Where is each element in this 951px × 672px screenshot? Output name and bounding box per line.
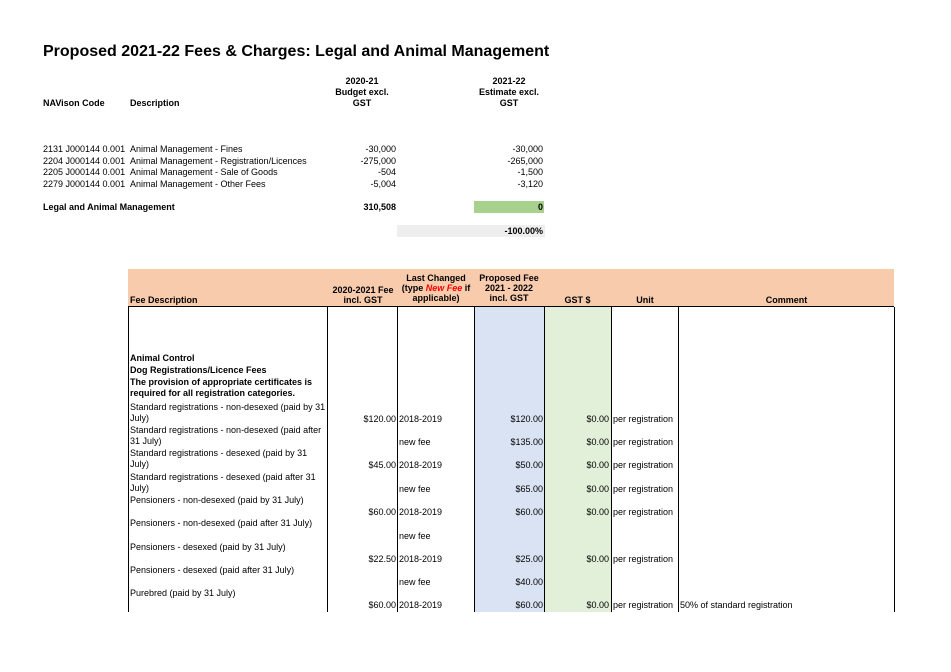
last-changed: 2018-2019 bbox=[399, 600, 443, 610]
header-line: 2021-22 bbox=[492, 76, 526, 86]
last-changed: 2018-2019 bbox=[399, 554, 443, 564]
header-line: GST bbox=[499, 98, 519, 108]
fee-2020-2021: $60.00 bbox=[368, 507, 396, 517]
summary-estimate: -3,120 bbox=[517, 179, 543, 189]
unit-value: per registration bbox=[613, 484, 674, 494]
fee-description: Pensioners - non-desexed (paid by 31 July) bbox=[130, 495, 304, 505]
estimate-2021-22-header bbox=[470, 76, 548, 109]
gst-value: $0.00 bbox=[586, 460, 609, 470]
header-line: GST bbox=[352, 98, 372, 108]
proposed-fee: $25.00 bbox=[515, 554, 543, 564]
fee-description: Purebred (paid by 31 July) bbox=[130, 588, 236, 598]
last-changed: new fee bbox=[399, 437, 431, 447]
gst-header: GST $ bbox=[564, 295, 591, 305]
fee-description: Standard registrations - non-desexed (paid by 31 July) bbox=[130, 402, 326, 423]
summary-code: 2279 J000144 0.001 bbox=[43, 179, 126, 189]
proposed-fee: $135.00 bbox=[510, 437, 543, 447]
gst-value: $0.00 bbox=[586, 554, 609, 564]
summary-code: 2204 J000144 0.001 bbox=[43, 156, 126, 166]
summary-desc: Animal Management - Other Fees bbox=[130, 179, 266, 189]
page-title: Proposed 2021-22 Fees & Charges: Legal and Animal Management bbox=[43, 43, 550, 60]
summary-estimate: -30,000 bbox=[512, 144, 543, 154]
header-text: (type bbox=[401, 283, 426, 293]
header-line: Last Changed bbox=[406, 273, 466, 283]
total-label: Legal and Animal Management bbox=[43, 202, 175, 212]
column-divider bbox=[397, 307, 398, 612]
summary-budget: -504 bbox=[377, 167, 396, 177]
summary-code: 2131 J000144 0.001 bbox=[43, 144, 126, 154]
fee-2020-2021: $120.00 bbox=[363, 414, 396, 424]
proposed-fee: $60.00 bbox=[515, 600, 543, 610]
gst-value: $0.00 bbox=[586, 437, 609, 447]
header-line: applicable) bbox=[412, 293, 460, 303]
last-changed: 2018-2019 bbox=[399, 414, 443, 424]
proposed-fee: $60.00 bbox=[515, 507, 543, 517]
summary-estimate: -265,000 bbox=[507, 156, 543, 166]
proposed-fee: $40.00 bbox=[515, 577, 543, 587]
summary-budget: -5,004 bbox=[370, 179, 396, 189]
fee-description: Pensioners - desexed (paid by 31 July) bbox=[130, 542, 286, 552]
section-heading: Animal Control bbox=[130, 353, 195, 363]
summary-desc: Animal Management - Sale of Goods bbox=[130, 167, 278, 177]
gst-value: $0.00 bbox=[586, 414, 609, 424]
fee-description: Standard registrations - desexed (paid by 31 July) bbox=[130, 448, 308, 469]
last-changed: new fee bbox=[399, 577, 431, 587]
summary-desc: Animal Management - Fines bbox=[130, 144, 243, 154]
proposed-fee: $65.00 bbox=[515, 484, 543, 494]
header-line: Proposed Fee bbox=[479, 273, 539, 283]
section-subheading: Dog Registrations/Licence Fees bbox=[130, 365, 267, 375]
fee-description: Pensioners - desexed (paid after 31 July) bbox=[130, 565, 295, 575]
gst-value: $0.00 bbox=[586, 507, 609, 517]
fee-description: Pensioners - non-desexed (paid after 31 July) bbox=[130, 518, 313, 528]
unit-value: per registration bbox=[613, 600, 674, 610]
header-text: if bbox=[462, 283, 471, 293]
total-budget: 310,508 bbox=[363, 202, 396, 212]
column-divider bbox=[611, 307, 612, 612]
budget-2020-21-header bbox=[326, 76, 398, 109]
fee-2020-2021: $22.50 bbox=[368, 554, 396, 564]
fee-description: Standard registrations - non-desexed (paid after 31 July) bbox=[130, 425, 322, 446]
unit-value: per registration bbox=[613, 554, 674, 564]
summary-code: 2205 J000144 0.001 bbox=[43, 167, 126, 177]
fee-2020-2021: $45.00 bbox=[368, 460, 396, 470]
unit-value: per registration bbox=[613, 507, 674, 517]
unit-value: per registration bbox=[613, 437, 674, 447]
fee-description-header: Fee Description bbox=[130, 295, 198, 305]
header-line bbox=[398, 283, 474, 293]
fee-2020-2021: $60.00 bbox=[368, 600, 396, 610]
header-line: 2021 - 2022 bbox=[484, 283, 534, 293]
new-fee-text: New Fee bbox=[425, 283, 463, 293]
gst-value: $0.00 bbox=[586, 484, 609, 494]
gst-value: $0.00 bbox=[586, 600, 609, 610]
proposed-fee: $50.00 bbox=[515, 460, 543, 470]
column-divider bbox=[128, 307, 129, 612]
unit-header: Unit bbox=[636, 295, 654, 305]
header-line: Budget excl. bbox=[335, 87, 389, 97]
proposed-fee: $120.00 bbox=[510, 414, 543, 424]
header-line: incl. GST bbox=[489, 293, 529, 303]
description-header: Description bbox=[130, 98, 180, 108]
comment-value: 50% of standard registration bbox=[680, 600, 793, 610]
navison-code-header: NAVison Code bbox=[43, 98, 105, 108]
header-line: incl. GST bbox=[343, 295, 383, 305]
unit-value: per registration bbox=[613, 460, 674, 470]
header-line: 2020-21 bbox=[345, 76, 379, 86]
summary-budget: -275,000 bbox=[360, 156, 396, 166]
total-estimate: 0 bbox=[537, 202, 543, 212]
percent-change: -100.00% bbox=[504, 226, 543, 236]
summary-estimate: -1,500 bbox=[517, 167, 543, 177]
last-changed-header bbox=[398, 273, 474, 303]
section-note: The provision of appropriate certificates is required for all registration categories. bbox=[130, 377, 313, 398]
column-divider bbox=[894, 307, 895, 612]
header-line: Estimate excl. bbox=[478, 87, 540, 97]
fee-description: Standard registrations - desexed (paid after 31 July) bbox=[130, 472, 316, 493]
fee-2020-2021-header bbox=[328, 285, 398, 305]
proposed-fee-header bbox=[474, 273, 544, 303]
unit-value: per registration bbox=[613, 414, 674, 424]
last-changed: new fee bbox=[399, 531, 431, 541]
summary-desc: Animal Management - Registration/Licences bbox=[130, 156, 307, 166]
last-changed: 2018-2019 bbox=[399, 507, 443, 517]
last-changed: 2018-2019 bbox=[399, 460, 443, 470]
last-changed: new fee bbox=[399, 484, 431, 494]
summary-budget: -30,000 bbox=[365, 144, 396, 154]
header-line: 2020-2021 Fee bbox=[332, 285, 394, 295]
comment-header: Comment bbox=[765, 295, 808, 305]
